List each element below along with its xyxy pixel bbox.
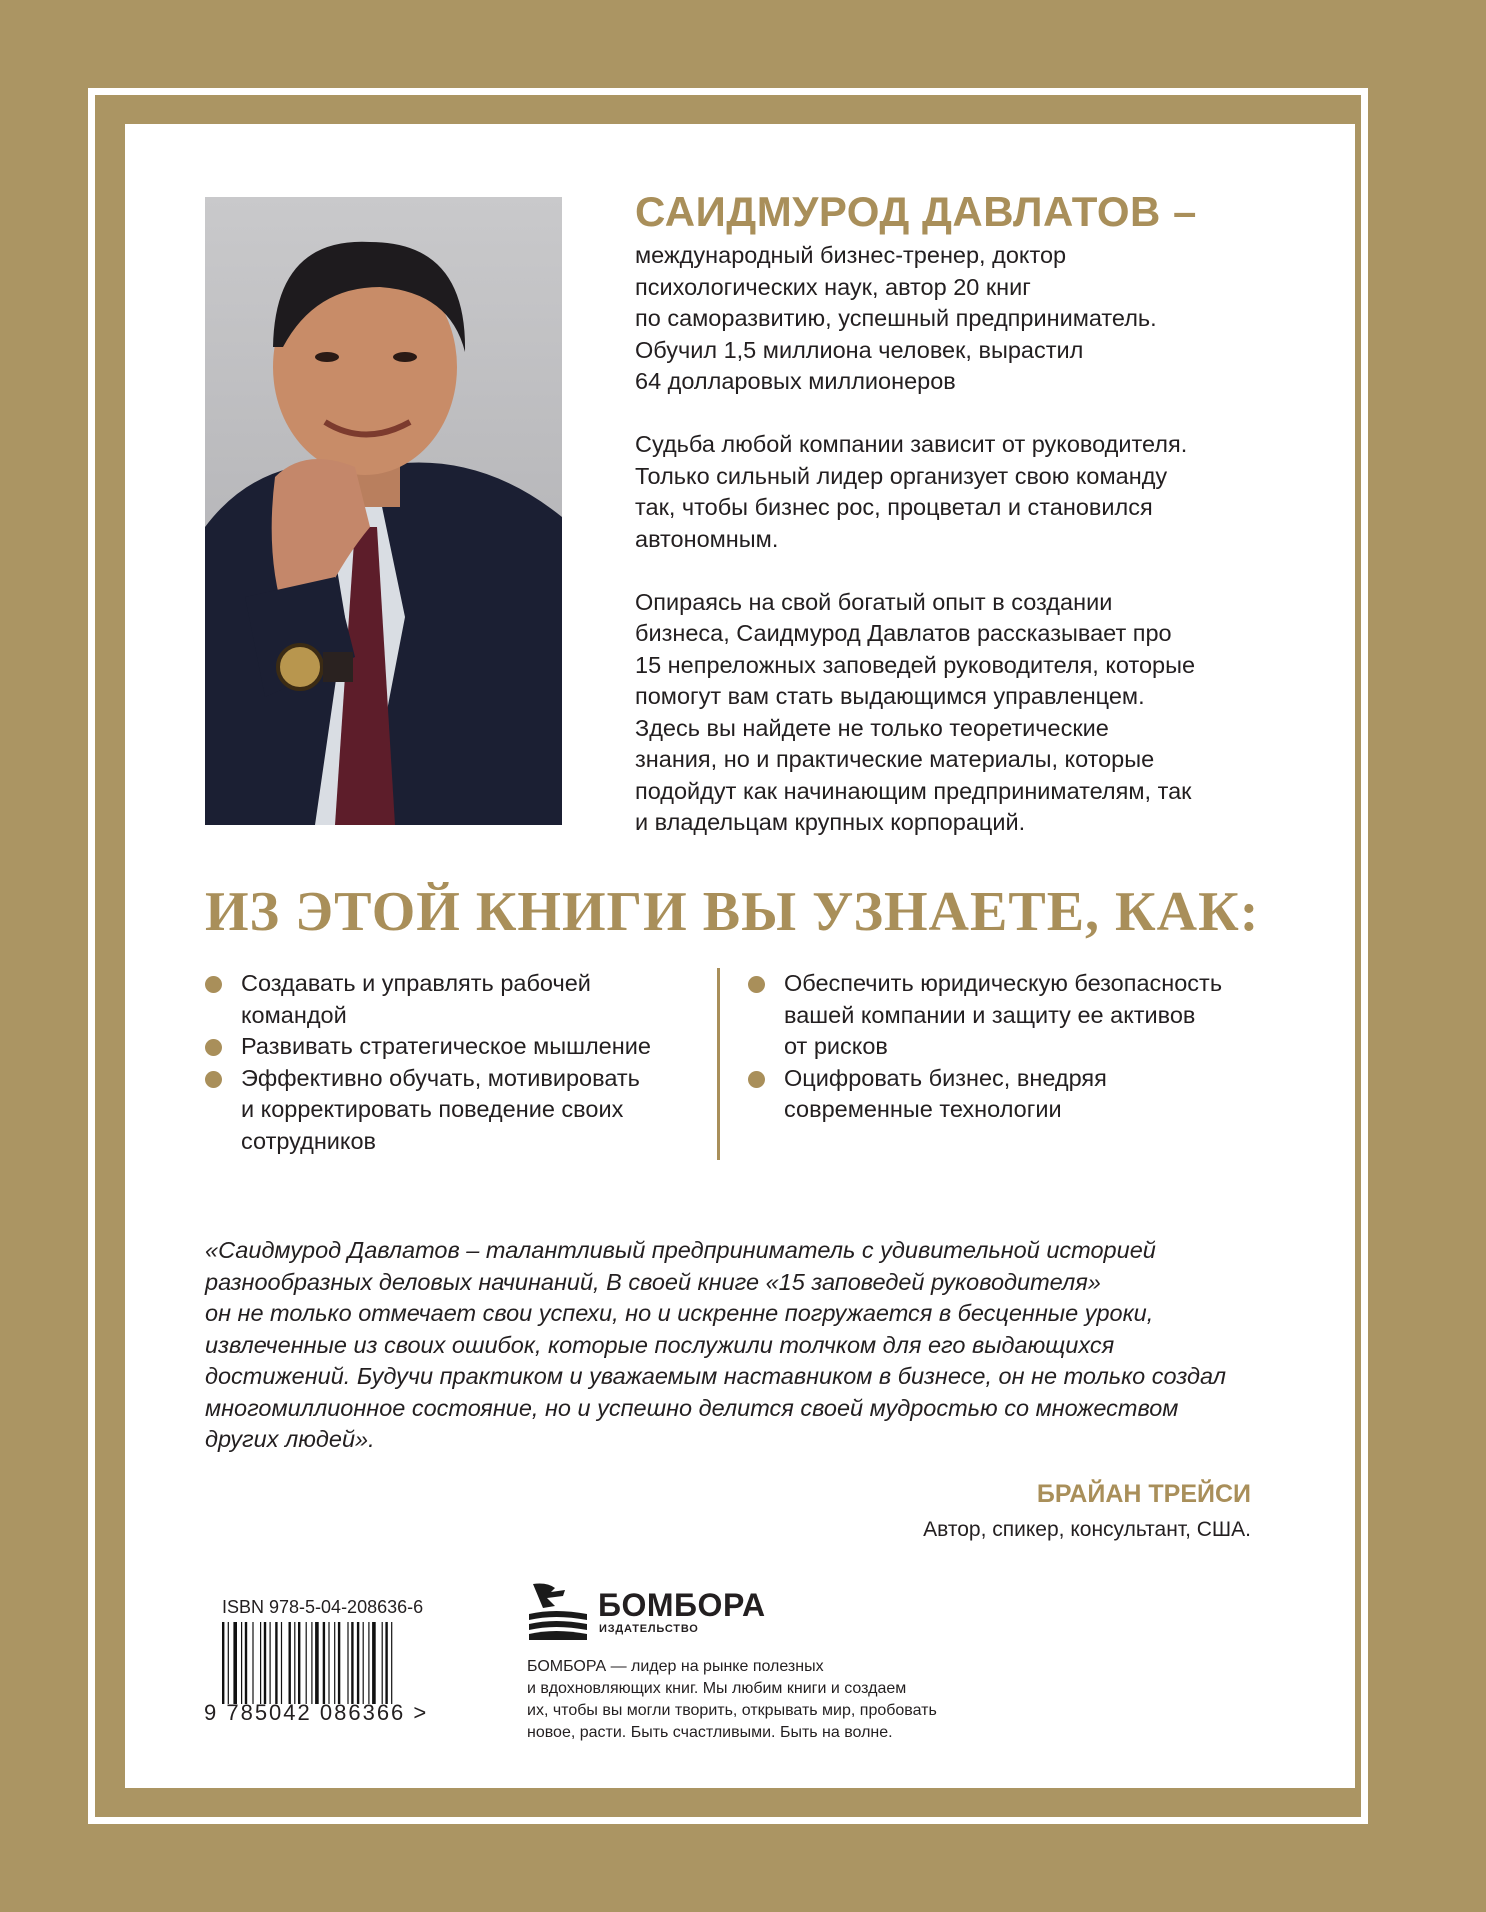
barcode-digits: 9 785042 086366 > xyxy=(204,1700,429,1725)
barcode-bar xyxy=(338,1622,340,1704)
list-item-text: Развивать стратегическое мышление xyxy=(241,1033,651,1059)
barcode-bar xyxy=(323,1622,325,1704)
bullet-dot-icon xyxy=(748,976,765,993)
barcode-bar xyxy=(264,1622,266,1704)
barcode-bar xyxy=(306,1622,307,1704)
learn-list-right xyxy=(748,968,1288,1126)
barcode-bar xyxy=(372,1622,376,1704)
list-item-text: Эффективно обучать, мотивировать и корректировать поведение своих сотрудников xyxy=(241,1064,640,1154)
barcode-bar xyxy=(222,1622,224,1704)
barcode-bar xyxy=(275,1622,277,1704)
list-item xyxy=(748,968,1288,1063)
bio-paragraph: международный бизнес-тренер, доктор психологических наук, автор 20 книг по саморазвитию, успешный предприниматель. Обучил 1,5 миллиона человек, вырастил 64 долларовых миллионеров xyxy=(635,242,1157,394)
learn-list-left xyxy=(205,968,705,1157)
barcode-bar xyxy=(347,1622,348,1704)
barcode-bar xyxy=(228,1622,229,1704)
barcode-bar xyxy=(315,1622,319,1704)
barcode-bar xyxy=(357,1622,359,1704)
barcode-bar xyxy=(260,1622,261,1704)
publisher-name: БОМБОРА xyxy=(598,1587,766,1623)
bullet-dot-icon xyxy=(205,1039,222,1056)
barcode-bar xyxy=(363,1622,364,1704)
list-item xyxy=(205,1063,705,1158)
isbn-label: ISBN 978-5-04-208636-6 xyxy=(222,1597,424,1617)
barcode-bar xyxy=(311,1622,312,1704)
barcode-bar xyxy=(233,1622,237,1704)
barcode-bar xyxy=(281,1622,282,1704)
barcode-bar xyxy=(241,1622,242,1704)
list-item xyxy=(205,1031,705,1063)
author-name-heading: САИДМУРОД ДАВЛАТОВ – xyxy=(635,188,1197,235)
barcode-bar xyxy=(368,1622,369,1704)
list-item xyxy=(748,1063,1288,1126)
barcode-bar xyxy=(382,1622,383,1704)
column-divider xyxy=(717,968,720,1160)
barcode-bar xyxy=(252,1622,253,1704)
barcode-bar xyxy=(270,1622,271,1704)
bio-paragraph: Опираясь на свой богатый опыт в создании бизнеса, Саидмурод Давлатов рассказывает про 15 непреложных заповедей руководителя, которые помогут вам стать выдающимся управленцем. Здесь вы найдете не только теоретические знания, но и практические материалы, которые подойдут как начинающим предпринимателям, так и владельцам крупных корпораций. xyxy=(635,588,1196,835)
barcode-bar xyxy=(328,1622,329,1704)
barcode-bar xyxy=(245,1622,247,1704)
bullet-dot-icon xyxy=(748,1071,765,1088)
learn-heading: ИЗ ЭТОЙ КНИГИ ВЫ УЗНАЕТЕ, КАК: xyxy=(205,881,1260,943)
bullet-dot-icon xyxy=(205,1071,222,1088)
publisher-description: БОМБОРА — лидер на рынке полезных и вдохновляющих книг. Мы любим книги и создаем их, чтобы вы могли творить, открывать мир, пробовать новое, расти. Быть счастливыми. Быть на волне. xyxy=(527,1658,937,1741)
barcode xyxy=(222,1622,444,1704)
barcode-bar xyxy=(334,1622,335,1704)
barcode-bar xyxy=(294,1622,295,1704)
bio-paragraph: Судьба любой компании зависит от руководителя. Только сильный лидер организует свою команду так, чтобы бизнес рос, процветал и становился автономным. xyxy=(635,431,1188,552)
author-photo-illustration xyxy=(205,197,562,825)
author-photo xyxy=(205,197,562,825)
publisher-subtitle: ИЗДАТЕЛЬСТВО xyxy=(599,1623,699,1635)
barcode-bar xyxy=(289,1622,291,1704)
list-item-text: Создавать и управлять рабочей командой xyxy=(241,970,591,1028)
barcode-bar xyxy=(391,1622,392,1704)
publisher-logo-icon xyxy=(525,1580,595,1640)
barcode-bar xyxy=(351,1622,353,1704)
list-item-text: Обеспечить юридическую безопасность вашей компании и защиту ее активов от рисков xyxy=(784,970,1223,1059)
barcode-bar xyxy=(298,1622,300,1704)
quote-author: БРАЙАН ТРЕЙСИ xyxy=(1036,1480,1251,1508)
barcode-bar xyxy=(385,1622,387,1704)
quote-author-role: Автор, спикер, консультант, США. xyxy=(923,1518,1251,1541)
author-bio xyxy=(635,240,1275,870)
bullet-dot-icon xyxy=(205,976,222,993)
list-item-text: Оцифровать бизнес, внедряя современные технологии xyxy=(784,1064,1107,1122)
list-item xyxy=(205,968,705,1031)
testimonial-quote: «Саидмурод Давлатов – талантливый предприниматель с удивительной историей разнообразных деловых начинаний, В своей книге «15 заповедей руководителя» он не только отмечает свои успехи, но и искренне погружается в бесценные уроки, извлеченные из своих ошибок, которые послужили толчком для его выдающихся достижений. Будучи практиком и уважаемым наставником в бизнесе, он не только создал многомиллионное состояние, но и успешно делится своей мудростью со множеством других людей». xyxy=(205,1237,1227,1452)
